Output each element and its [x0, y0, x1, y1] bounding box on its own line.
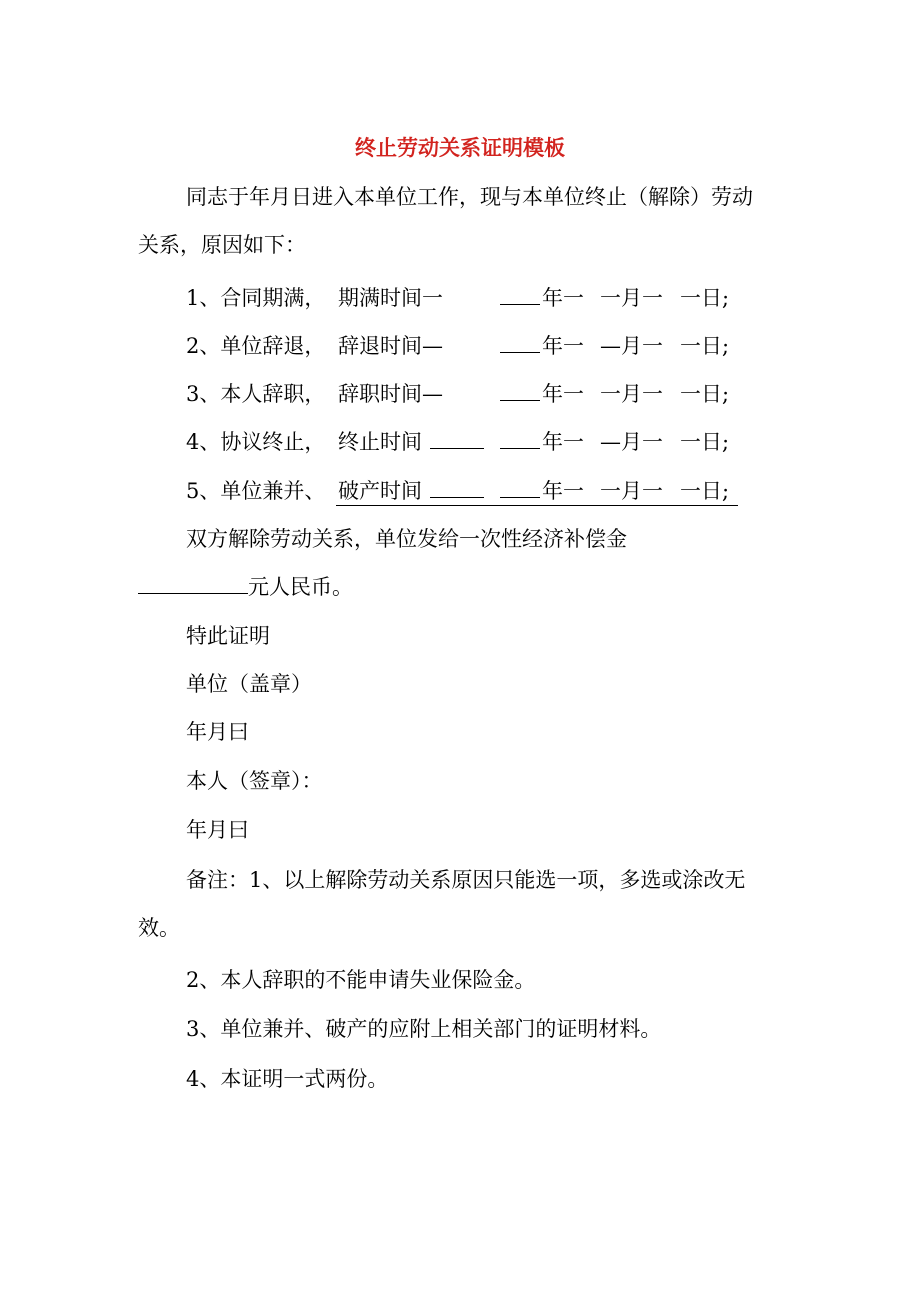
compensation-line-1: 双方解除劳动关系，单位发给一次性经济补偿金 — [186, 527, 627, 551]
day-text: 一日; — [680, 430, 730, 454]
month-text: —月一 — [600, 430, 663, 454]
year-text: 年一 — [542, 334, 584, 358]
reason-time-label: 终止时间 — [338, 430, 422, 454]
reason-time-label: 辞职时间— — [338, 382, 443, 406]
intro-line-1: 同志于年月日进入本单位工作，现与本单位终止（解除）劳动 — [186, 185, 753, 209]
reason-label: 1、合同期满， — [186, 286, 326, 310]
intro-line-2: 关系，原因如下： — [138, 233, 306, 257]
reason-underline — [336, 505, 738, 506]
document-title: 终止劳动关系证明模板 — [355, 135, 565, 160]
month-text: 一月一 — [600, 286, 663, 310]
day-text: 一日; — [680, 286, 730, 310]
reason-time-label: 期满时间一 — [338, 286, 443, 310]
unit-seal: 单位（盖章） — [186, 672, 312, 696]
reason-label: 4、协议终止， — [186, 430, 326, 454]
reason-label: 5、单位兼并、 — [186, 479, 326, 503]
reason-label: 3、本人辞职， — [186, 382, 326, 406]
reason-time-label: 辞退时间— — [338, 334, 443, 358]
note-line-1: 备注：1、以上解除劳动关系原因只能选一项，多选或涂改无 — [186, 868, 746, 892]
day-text: 一日; — [680, 382, 730, 406]
month-text: 一月一 — [600, 479, 663, 503]
note-2: 2、本人辞职的不能申请失业保险金。 — [186, 968, 536, 992]
note-3: 3、单位兼并、破产的应附上相关部门的证明材料。 — [186, 1017, 662, 1041]
year-blank — [500, 284, 540, 312]
month-text: —月一 — [600, 334, 663, 358]
person-date: 年月曰 — [186, 818, 249, 842]
year-text: 年一 — [542, 382, 584, 406]
unit-date: 年月曰 — [186, 720, 249, 744]
note-line-2: 效。 — [138, 916, 180, 940]
day-text: 一日; — [680, 334, 730, 358]
day-text: 一日; — [680, 479, 730, 503]
time-blank — [430, 428, 484, 456]
amount-blank — [138, 573, 248, 594]
year-text: 年一 — [542, 286, 584, 310]
compensation-line-2 — [138, 573, 353, 601]
year-text: 年一 — [542, 479, 584, 503]
reason-label: 2、单位辞退， — [186, 334, 326, 358]
reason-time-label: 破产时间 — [338, 479, 422, 503]
certify-text: 特此证明 — [186, 624, 270, 648]
note-4: 4、本证明一式两份。 — [186, 1067, 389, 1091]
year-blank — [500, 428, 540, 456]
month-text: 一月一 — [600, 382, 663, 406]
year-text: 年一 — [542, 430, 584, 454]
year-blank — [500, 477, 540, 505]
year-blank — [500, 332, 540, 360]
year-blank — [500, 380, 540, 408]
compensation-unit: 元人民币。 — [248, 575, 353, 599]
person-signature: 本人（签章）： — [186, 769, 323, 793]
time-blank — [430, 477, 484, 505]
